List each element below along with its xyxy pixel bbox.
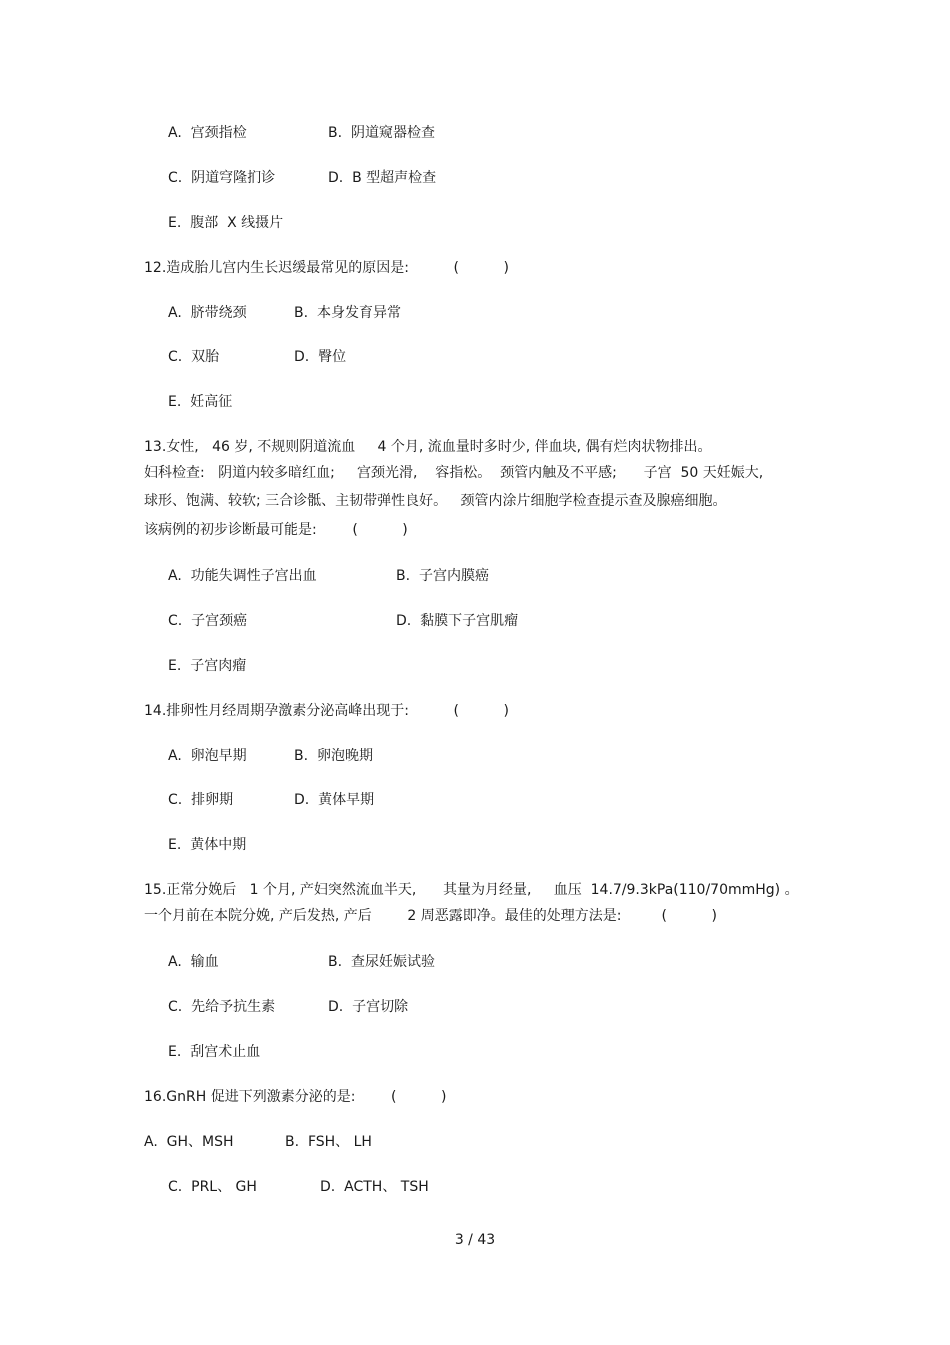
q14-option-e: E. 黄体中期 bbox=[168, 837, 247, 853]
q15-option-b: B. 查尿妊娠试验 bbox=[328, 954, 435, 970]
q14-option-a: A. 卵泡早期 bbox=[168, 748, 247, 764]
q14-option-c: C. 排卵期 bbox=[168, 792, 234, 808]
q16-stem: 16.GnRH 促进下列激素分泌的是: ( ) bbox=[144, 1089, 447, 1105]
q13-option-a: A. 功能失调性子宫出血 bbox=[168, 568, 317, 584]
q13-stem-line2: 妇科检查: 阴道内较多暗红血; 宫颈光滑, 容指松。 颈管内触及不平感; 子宫 50 天妊娠大, bbox=[144, 465, 764, 481]
q12-option-a: A. 脐带绕颈 bbox=[168, 305, 247, 321]
page-number: 3 / 43 bbox=[454, 1232, 496, 1248]
q15-option-d: D. 子宫切除 bbox=[328, 999, 409, 1015]
q13-option-c: C. 子宫颈癌 bbox=[168, 613, 248, 629]
q13-option-b: B. 子宫内膜癌 bbox=[396, 568, 489, 584]
q12-option-d: D. 臀位 bbox=[294, 349, 347, 365]
q11-option-c: C. 阴道穹隆扪诊 bbox=[168, 170, 276, 186]
q15-option-c: C. 先给予抗生素 bbox=[168, 999, 276, 1015]
q16-option-b: B. FSH、 LH bbox=[285, 1134, 372, 1150]
q12-stem: 12.造成胎儿宫内生长迟缓最常见的原因是: ( ) bbox=[144, 260, 509, 276]
q13-stem-line1: 13.女性, 46 岁, 不规则阴道流血 4 个月, 流血量时多时少, 伴血块, 偶有烂肉状物排出。 bbox=[144, 439, 712, 455]
q11-option-d: D. B 型超声检查 bbox=[328, 170, 437, 186]
q13-option-d: D. 黏膜下子宫肌瘤 bbox=[396, 613, 519, 629]
q11-option-a: A. 宫颈指检 bbox=[168, 125, 247, 141]
q12-option-b: B. 本身发育异常 bbox=[294, 305, 401, 321]
q13-option-e: E. 子宫肉瘤 bbox=[168, 658, 247, 674]
q12-option-c: C. 双胎 bbox=[168, 349, 220, 365]
q11-option-b: B. 阴道窥器检查 bbox=[328, 125, 435, 141]
q15-stem-line1: 15.正常分娩后 1 个月, 产妇突然流血半天, 其量为月经量, 血压 14.7/9.3kPa(110/70mmHg) 。 bbox=[144, 882, 799, 898]
q13-stem-line4: 该病例的初步诊断最可能是: ( ) bbox=[144, 522, 408, 538]
q16-option-d: D. ACTH、 TSH bbox=[320, 1179, 429, 1195]
q14-stem: 14.排卵性月经周期孕激素分泌高峰出现于: ( ) bbox=[144, 703, 509, 719]
q12-option-e: E. 妊高征 bbox=[168, 394, 233, 410]
q11-option-e: E. 腹部 X 线摄片 bbox=[168, 215, 284, 231]
q14-option-b: B. 卵泡晚期 bbox=[294, 748, 373, 764]
q15-option-e: E. 刮宫术止血 bbox=[168, 1044, 261, 1060]
q16-option-a: A. GH、MSH bbox=[144, 1134, 234, 1150]
q14-option-d: D. 黄体早期 bbox=[294, 792, 375, 808]
q15-stem-line2: 一个月前在本院分娩, 产后发热, 产后 2 周恶露即净。最佳的处理方法是: ( ) bbox=[144, 908, 717, 924]
q16-option-c: C. PRL、 GH bbox=[168, 1179, 257, 1195]
q13-stem-line3: 球形、饱满、较软; 三合诊骶、主韧带弹性良好。 颈管内涂片细胞学检查提示查及腺癌细胞。 bbox=[144, 493, 727, 509]
q15-option-a: A. 输血 bbox=[168, 954, 219, 970]
